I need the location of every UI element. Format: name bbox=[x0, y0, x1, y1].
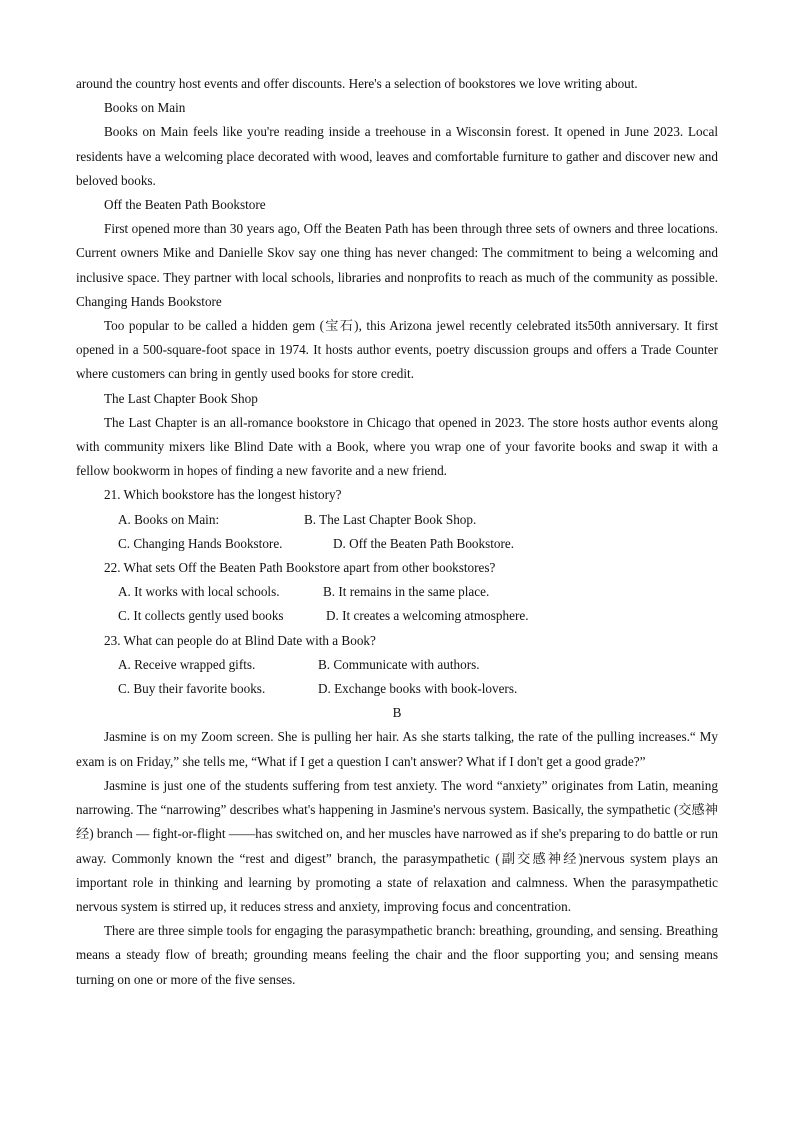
question-22-stem: 22. What sets Off the Beaten Path Bookstore apart from other bookstores? bbox=[104, 560, 496, 576]
question-21-options-row-1 bbox=[76, 508, 718, 532]
question-23-option-c: C. Buy their favorite books. bbox=[118, 681, 266, 697]
store-text-last-chapter: The Last Chapter is an all-romance bookstore in Chicago that opened in 2023. The store hosts author events along with community mixers like Blind Date with a Book, where you wrap one of your favorite books and swap it with a fellow bookworm in hopes of finding a new favorite and a new friend. bbox=[76, 414, 718, 479]
question-22-options-row-2 bbox=[76, 604, 718, 628]
store-text-off-the-beaten-path: First opened more than 30 years ago, Off the Beaten Path has been through three sets of owners and three locations. Current owners Mike and Danielle Skov say one thing has never changed: The commitment to being a welcoming and inclusive space. They partner with local schools, libraries and nonprofits to reach as much of the community as possible. Changing Hands Bookstore bbox=[76, 221, 718, 309]
question-21-option-b: B. The Last Chapter Book Shop. bbox=[304, 511, 477, 527]
question-21-stem: 21. Which bookstore has the longest history? bbox=[104, 487, 342, 503]
section-b-paragraph-1: Jasmine is on my Zoom screen. She is pulling her hair. As she starts talking, the rate of the pulling increases.“ My exam is on Friday,” she tells me, “What if I get a question I can't answer? What if I don't get a good grade?” bbox=[76, 729, 718, 769]
store-text-books-on-main: Books on Main feels like you're reading inside a treehouse in a Wisconsin forest. It opened in June 2023. Local residents have a welcoming place decorated with wood, leaves and comfortable furniture to gather and discover new and beloved books. bbox=[76, 124, 718, 188]
section-b-paragraph-2: Jasmine is just one of the students suffering from test anxiety. The word “anxiety” originates from Latin, meaning narrowing. The “narrowing” describes what's happening in Jasmine's nervous system. Basically, the sympathetic (交感神经) branch — fight-or-flight ——has switched on, and her muscles have narrowed as if she's preparing to do battle or run away. Commonly known the “rest and digest” branch, the parasympathetic (副交感神经)nervous system plays an important role in thinking and learning by promoting a state of relaxation and calmness. When the parasympathetic nervous system is stirred up, it reduces stress and anxiety, improving focus and concentration. bbox=[76, 777, 718, 914]
question-21-option-a: A. Books on Main: bbox=[118, 511, 220, 527]
question-21-option-d: D. Off the Beaten Path Bookstore. bbox=[333, 535, 515, 551]
question-22-option-b: B. It remains in the same place. bbox=[323, 584, 490, 600]
section-b-paragraph-3: There are three simple tools for engaging the parasympathetic branch: breathing, grounding, and sensing. Breathing means a steady flow of breath; grounding means feeling the chair and the floor supporting you; and sensing means turning on one or more of the five senses. bbox=[76, 923, 718, 987]
section-b-label: B bbox=[392, 705, 402, 721]
question-22-option-c: C. It collects gently used books bbox=[118, 608, 284, 624]
question-21-options-row-2 bbox=[76, 532, 718, 556]
store-text-changing-hands: Too popular to be called a hidden gem (宝石), this Arizona jewel recently celebrated its50th anniversary. It first opened in a 500-square-foot space in 1974. It hosts author events, poetry discussion groups and offers a Trade Counter where customers can bring in gently used books for store credit. bbox=[76, 318, 718, 382]
document-content bbox=[76, 72, 718, 992]
question-23-option-d: D. Exchange books with book-lovers. bbox=[318, 681, 518, 697]
store-heading-books-on-main: Books on Main bbox=[104, 100, 186, 116]
question-23-options-row-1 bbox=[76, 653, 718, 677]
store-heading-off-the-beaten-path: Off the Beaten Path Bookstore bbox=[104, 197, 266, 213]
intro-text: around the country host events and offer discounts. Here's a selection of bookstores we love writing about. bbox=[76, 76, 638, 91]
store-heading-last-chapter: The Last Chapter Book Shop bbox=[104, 390, 258, 406]
question-22-option-a: A. It works with local schools. bbox=[118, 584, 280, 600]
question-23-stem: 23. What can people do at Blind Date with a Book? bbox=[104, 632, 376, 648]
question-23-option-b: B. Communicate with authors. bbox=[318, 656, 480, 672]
question-23-option-a: A. Receive wrapped gifts. bbox=[118, 656, 256, 672]
question-21-option-c: C. Changing Hands Bookstore. bbox=[118, 535, 283, 551]
question-22-option-d: D. It creates a welcoming atmosphere. bbox=[326, 608, 529, 624]
question-22-options-row-1 bbox=[76, 580, 718, 604]
question-23-options-row-2 bbox=[76, 677, 718, 701]
